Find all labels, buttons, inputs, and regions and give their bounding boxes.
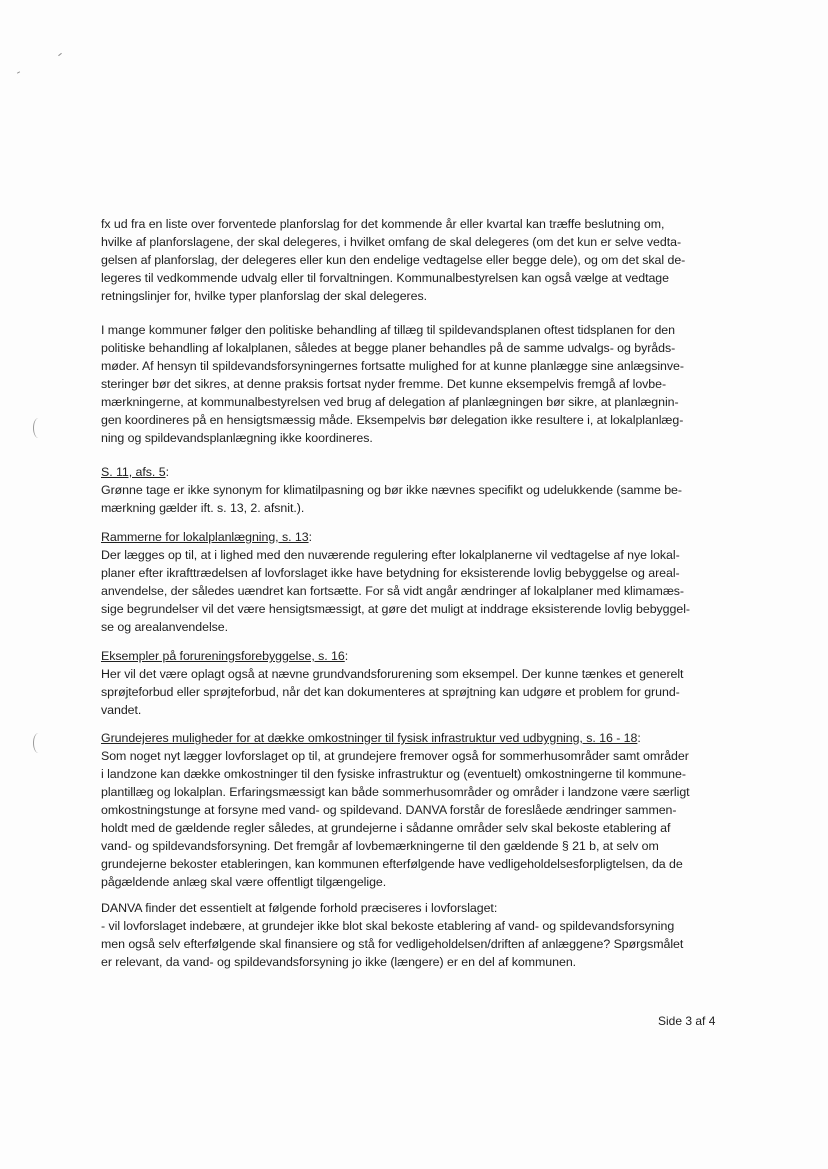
scan-mark xyxy=(58,53,62,56)
section-heading xyxy=(101,729,713,747)
section-heading-text: Grundejeres muligheder for at dække omkostninger til fysisk infrastruktur ved udbygning, s. 16 - 18 xyxy=(101,731,638,745)
paragraph-coordination xyxy=(101,321,713,447)
paragraph-text: DANVA finder det essentielt at følgende forhold præciseres i lovforslaget: - vil lovforslaget indebære, at grundejer ikke blot skal bekoste etablering af vand- og spildevandsforsyning men også selv efterfølgende skal finansiere og stå for vedligeholdelsen/driften af anlæggene? Spørgsmålet er relevant, da vand- og spildevandsforsyning jo ikke (længere) er en del af kommunen. xyxy=(101,901,684,969)
section-body: Som noget nyt lægger lovforslaget op til, at grundejere fremover også for sommerhusområder samt områder i landzone kan dække omkostninger til den fysiske infrastruktur og (eventuelt) omkostningerne til kommune- plantillæg og lokalplan. Erfaringsmæssigt kan både sommerhusområder og områder i landzone være særligt omkostningstunge at forsyne med vand- og spildevand. DANVA forstår de foreslåede ændringer sammen- holdt med de gældende regler således, at grundejerne i sådanne områder selv skal bekoste etablering af vand- og spildevandsforsyning. Det fremgår af lovbemærkningerne til den gældende § 21 b, at selv om grundejerne bekoster etableringen, kan kommunen efterfølgende have vedligeholdelsesforpligtelsen, da de pågældende anlæg skal være offentligt tilgængelige. xyxy=(101,749,690,889)
paragraph-danva-clarification xyxy=(101,899,713,971)
scan-mark xyxy=(17,71,20,73)
section-heading xyxy=(101,647,713,665)
heading-colon: : xyxy=(344,649,349,663)
section-pollution-prevention xyxy=(101,647,713,719)
heading-colon: : xyxy=(165,465,169,479)
section-heading xyxy=(101,463,713,481)
paragraph-text: I mange kommuner følger den politiske behandling af tillæg til spildevandsplanen oftest tidsplanen for den politiske behandling af lokalplanen, således at begge planer behandles på de samme udvalgs- og byråds- møder. Af hensyn til spildevandsforsyningernes fortsatte mulighed for at kunne planlægge sine anlægsinve- steringer bør det sikres, at denne praksis fortsat nyder fremme. Det kunne eksempelvis fremgå af lovbe- mærkningerne, at kommunalbestyrelsen ved brug af delegation af planlægningen bør sikre, at planlægnin- gen koordineres på en hensigtsmæssig måde. Eksempelvis bør delegation ikke resultere i, at lokalplanlæg- ning og spildevandsplanlægning ikke koordineres. xyxy=(101,323,684,445)
section-heading-text: S. 11, afs. 5 xyxy=(101,465,166,479)
section-heading xyxy=(101,528,713,546)
paragraph-delegation xyxy=(101,215,713,305)
section-body: Grønne tage er ikke synonym for klimatilpasning og bør ikke nævnes specifikt og udelukkende (samme be- mærkning gælder ift. s. 13, 2. afsnit.). xyxy=(101,483,682,515)
heading-colon: : xyxy=(308,530,312,544)
section-body: Her vil det være oplagt også at nævne grundvandsforurening som eksempel. Der kunne tænkes et generelt sprøjteforbud eller sprøjteforbud, når det kan dokumenteres at sprøjtning kan udgøre et problem for grund- vandet. xyxy=(101,667,684,717)
section-heading-text: Eksempler på forureningsforebyggelse, s. 16 xyxy=(101,649,345,663)
punch-hole-mark xyxy=(33,733,44,753)
page-number: Side 3 af 4 xyxy=(658,1014,716,1028)
paragraph-text: fx ud fra en liste over forventede planforslag for det kommende år eller kvartal kan træffe beslutning om, hvilke af planforslagene, der skal delegeres, i hvilket omfang de skal delegeres (om det kun er selve vedta- gelsen af planforslag, der delegeres eller kun den endelige vedtagelse eller begge dele), og om det skal de- legeres til vedkommende udvalg eller til forvaltningen. Kommunalbestyrelsen kan også vælge at vedtage retningslinjer for, hvilke typer planforslag der skal delegeres. xyxy=(101,217,686,303)
section-heading-text: Rammerne for lokalplanlægning, s. 13 xyxy=(101,530,309,544)
section-green-roofs xyxy=(101,463,713,517)
section-body: Der lægges op til, at i lighed med den nuværende regulering efter lokalplanerne vil vedtagelse af nye lokal- planer efter ikrafttrædelsen af lovforslaget ikke have betydning for eksisterende lovlig bebyggelse og areal- anvendelse, der således uændret kan fortsætte. For så vidt angår ændringer af lokalplaner med klimamæs- sige begrundelser vil det være hensigtsmæssigt, at gøre det muligt at inddrage eksisterende lovlig bebyggel- se og arealanvendelse. xyxy=(101,548,690,634)
punch-hole-mark xyxy=(33,418,44,438)
section-infrastructure-costs xyxy=(101,729,713,891)
section-local-planning xyxy=(101,528,713,636)
heading-colon: : xyxy=(637,731,641,745)
